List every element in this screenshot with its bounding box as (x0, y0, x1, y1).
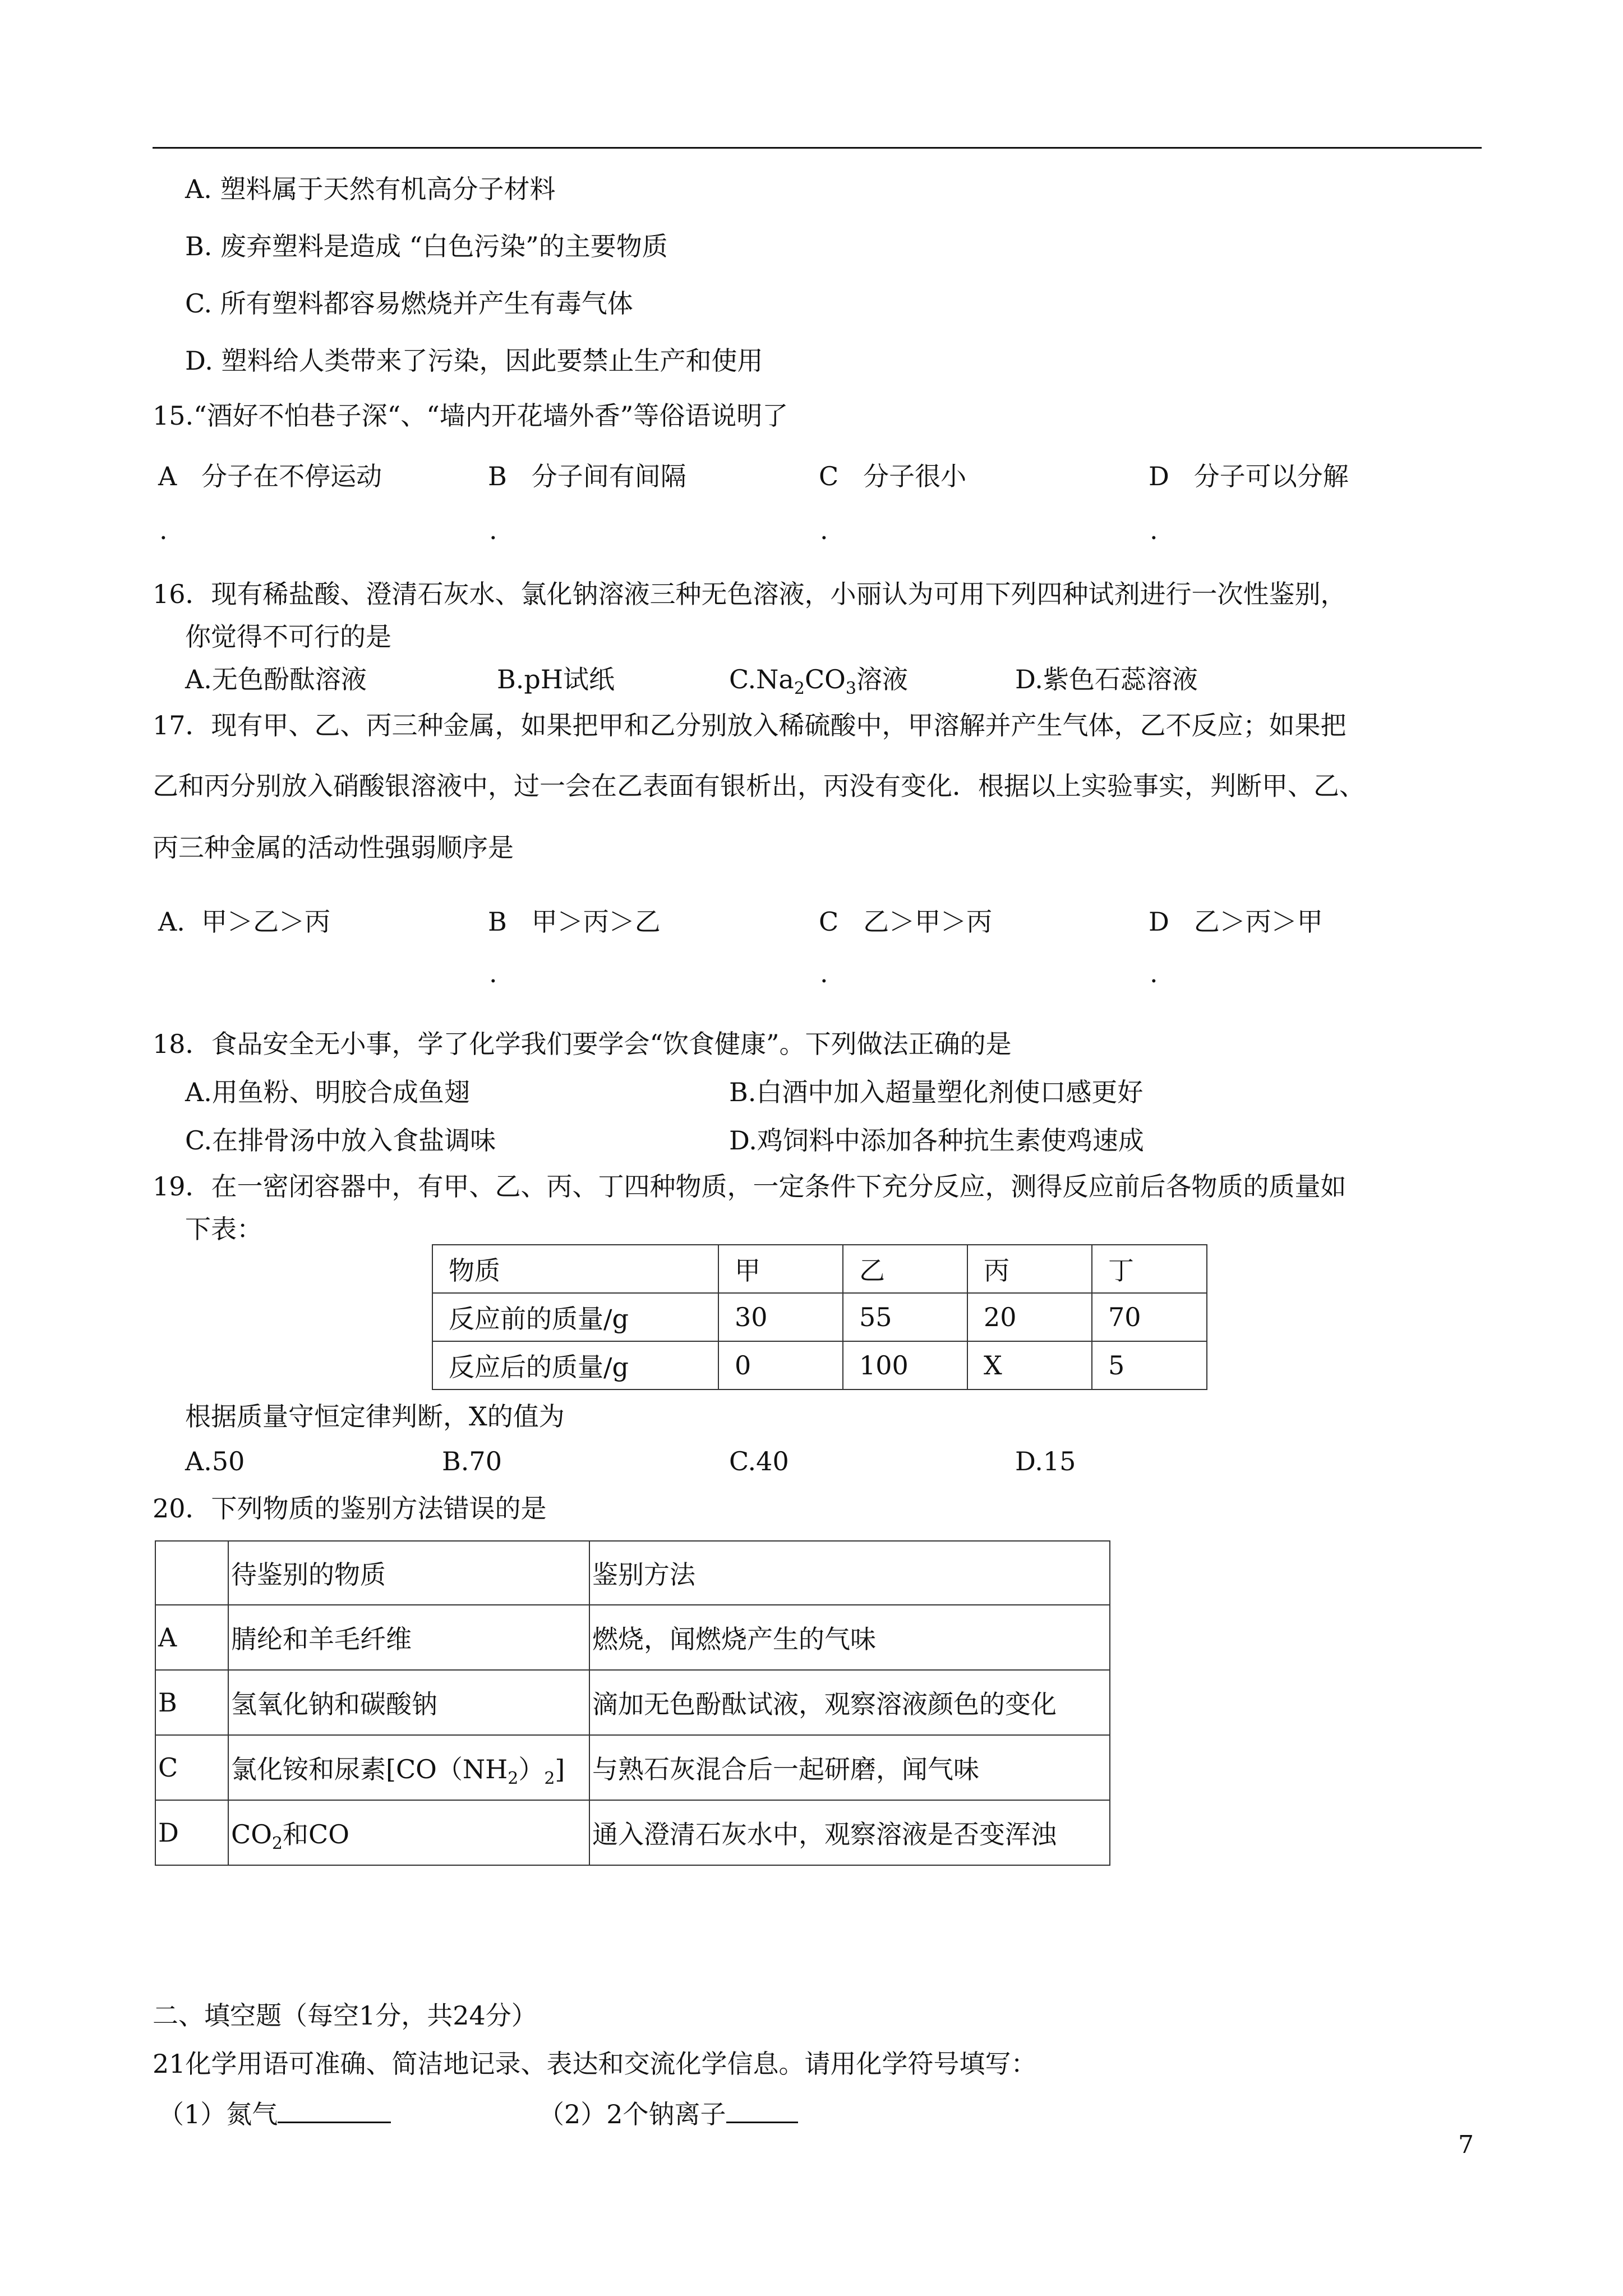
q15-option-c: C 分子很小 (819, 461, 967, 491)
q17-option-b: B 甲＞丙＞乙 (488, 907, 661, 937)
q17-dot-c: . (820, 958, 828, 988)
q19-option-a: A.50 (185, 1446, 245, 1476)
q19-header-jia: 甲 (718, 1245, 843, 1293)
page-number: 7 (1458, 2131, 1474, 2159)
q17-dot-b: . (489, 958, 497, 988)
table-row (155, 1670, 1110, 1735)
q20-table-header-row (155, 1541, 1110, 1605)
table-row (155, 1735, 1110, 1800)
table-cell: 5 (1092, 1341, 1207, 1389)
q17-stem-line1: 17．现有甲、乙、丙三种金属，如果把甲和乙分别放入稀硫酸中，甲溶解并产生气体，乙不反应；如果把 (153, 710, 1347, 740)
q16-option-b: B.pH试纸 (497, 664, 615, 694)
q17-option-a: A. 甲＞乙＞丙 (158, 907, 331, 937)
q21-item-2: （2）2个钠离子 (538, 2099, 798, 2127)
q15-dot-b: . (489, 515, 497, 545)
q21-blank-2[interactable] (726, 2099, 798, 2123)
table-cell: 氯化铵和尿素$[CO(NH_2)_2]$ (228, 1735, 589, 1800)
q16-option-a: A.无色酚酞溶液 (185, 664, 367, 694)
q18-option-a: A.用鱼粉、明胶合成鱼翅 (185, 1077, 470, 1107)
q14-option-c: C. 所有塑料都容易燃烧并产生有毒气体 (185, 288, 633, 319)
table-cell: 腈纶和羊毛纤维 (228, 1605, 589, 1670)
table-cell: 100 (843, 1341, 967, 1389)
q19-header-ding: 丁 (1092, 1245, 1207, 1293)
q19-mass-table (432, 1244, 1207, 1390)
table-cell: $CO_2$和CO (228, 1800, 589, 1865)
section-2-title: 二、填空题（每空1分，共24分） (153, 2000, 537, 2031)
q20-header-method: 鉴别方法 (589, 1541, 1110, 1605)
q17-option-c: C 乙＞甲＞丙 (819, 907, 993, 937)
q14-option-a: A. 塑料属于天然有机高分子材料 (185, 174, 556, 204)
q19-header-bing: 丙 (967, 1245, 1092, 1293)
table-cell: A (155, 1605, 228, 1670)
table-cell: D (155, 1800, 228, 1865)
q21-item-1: （1）氮气 (158, 2099, 391, 2127)
q15-dot-d: . (1150, 515, 1158, 545)
table-cell: 20 (967, 1293, 1092, 1341)
q19-after-text: 根据质量守恒定律判断，X的值为 (185, 1401, 565, 1432)
q16-stem-line1: 16．现有稀盐酸、澄清石灰水、氯化钠溶液三种无色溶液，小丽认为可用下列四种试剂进行一次性鉴别， (153, 579, 1347, 609)
table-cell: 氢氧化钠和碳酸钠 (228, 1670, 589, 1735)
table-cell: 55 (843, 1293, 967, 1341)
q16-option-c: $C.Na_2CO_3$溶液 (729, 664, 908, 698)
q15-dot-a: . (159, 515, 168, 545)
q14-option-b: B. 废弃塑料是造成 “白色污染”的主要物质 (185, 231, 668, 261)
q20-header-substances: 待鉴别的物质 (228, 1541, 589, 1605)
q19-stem-line2: 下表： (185, 1214, 262, 1244)
table-cell: 70 (1092, 1293, 1207, 1341)
q17-option-d: D 乙＞丙＞甲 (1149, 907, 1323, 937)
table-row (432, 1341, 1207, 1389)
q17-stem-line3: 丙三种金属的活动性强弱顺序是 (153, 832, 514, 863)
q19-stem-line1: 19．在一密闭容器中，有甲、乙、丙、丁四种物质，一定条件下充分反应，测得反应前后各物质的质量如 (153, 1171, 1347, 1202)
q21-stem: 21化学用语可准确、简洁地记录、表达和交流化学信息。请用化学符号填写： (153, 2049, 1037, 2079)
q18-stem: 18．食品安全无小事，学了化学我们要学会“饮食健康”。下列做法正确的是 (153, 1029, 1012, 1059)
table-cell: B (155, 1670, 228, 1735)
q15-option-b: B 分子间有间隔 (488, 461, 686, 491)
q19-option-d: D.15 (1015, 1446, 1076, 1476)
q18-option-b: B.白酒中加入超量塑化剂使口感更好 (729, 1077, 1144, 1107)
table-cell: 通入澄清石灰水中，观察溶液是否变浑浊 (589, 1800, 1110, 1865)
table-cell: C (155, 1735, 228, 1800)
q16-stem-line2: 你觉得不可行的是 (185, 622, 391, 652)
q15-option-d: D 分子可以分解 (1149, 461, 1349, 491)
table-cell: 0 (718, 1341, 843, 1389)
q19-table-header-row (432, 1245, 1207, 1293)
table-row (432, 1293, 1207, 1341)
q20-identification-table (155, 1540, 1110, 1866)
q15-stem: 15.“酒好不怕巷子深“、“墙内开花墙外香”等俗语说明了 (153, 401, 789, 431)
q19-header-substance: 物质 (432, 1245, 718, 1293)
q14-option-d: D. 塑料给人类带来了污染，因此要禁止生产和使用 (185, 346, 763, 376)
q17-dot-d: . (1150, 958, 1158, 988)
table-cell: 30 (718, 1293, 843, 1341)
table-cell: 与熟石灰混合后一起研磨，闻气味 (589, 1735, 1110, 1800)
q19-header-yi: 乙 (843, 1245, 967, 1293)
table-cell: 反应前的质量/g (432, 1293, 718, 1341)
q16-option-d: D.紫色石蕊溶液 (1015, 664, 1198, 694)
table-row (155, 1605, 1110, 1670)
q19-option-b: B.70 (442, 1446, 502, 1476)
q18-option-d: D.鸡饲料中添加各种抗生素使鸡速成 (729, 1125, 1144, 1156)
table-cell (155, 1541, 228, 1605)
header-rule (153, 147, 1482, 149)
q21-blank-1[interactable] (278, 2099, 391, 2123)
q17-stem-line2: 乙和丙分别放入硝酸银溶液中，过一会在乙表面有银析出，丙没有变化．根据以上实验事实，判断甲、乙、 (153, 771, 1365, 801)
table-cell: X (967, 1341, 1092, 1389)
table-cell: 燃烧，闻燃烧产生的气味 (589, 1605, 1110, 1670)
q15-dot-c: . (820, 515, 828, 545)
table-cell: 反应后的质量/g (432, 1341, 718, 1389)
q15-option-a: A 分子在不停运动 (158, 461, 382, 491)
table-cell: 滴加无色酚酞试液，观察溶液颜色的变化 (589, 1670, 1110, 1735)
q20-stem: 20．下列物质的鉴别方法错误的是 (153, 1493, 547, 1524)
q19-option-c: C.40 (729, 1446, 789, 1476)
q18-option-c: C.在排骨汤中放入食盐调味 (185, 1125, 496, 1156)
table-row (155, 1800, 1110, 1865)
